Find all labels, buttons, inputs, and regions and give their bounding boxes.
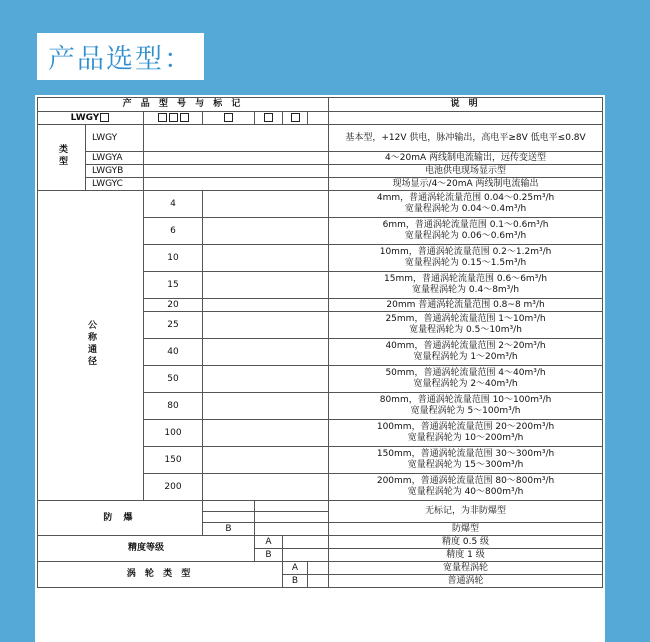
diameter-spacer (203, 447, 329, 474)
diameter-desc-line1: 10mm，普通涡轮流量范围 0.2～1.2m³/h (379, 247, 552, 257)
diameter-desc-line2: 宽量程涡轮为 1～20m³/h (413, 352, 518, 362)
diameter-spacer (203, 420, 329, 447)
diameter-desc-line1: 6mm，普通涡轮流量范围 0.1～0.6m³/h (382, 220, 549, 230)
diameter-size: 25 (144, 312, 203, 339)
diameter-desc-line2: 宽量程涡轮为 10～200m³/h (407, 433, 524, 443)
type-row (38, 178, 603, 191)
accuracy-code-cell (255, 112, 283, 125)
diameter-desc-line2: 宽量程涡轮为 0.04～0.4m³/h (404, 204, 527, 214)
diameter-desc-line1: 150mm，普通涡轮流量范围 30～300m³/h (376, 449, 555, 459)
placeholder-box-icon (264, 113, 273, 122)
diameter-desc-line2: 宽量程涡轮为 15～300m³/h (407, 460, 524, 470)
explosion-spacer (255, 523, 329, 536)
diameter-desc-line1: 100mm，普通涡轮流量范围 20～200m³/h (376, 422, 555, 432)
diameter-size: 20 (144, 299, 203, 312)
diameter-desc-cell (329, 245, 603, 272)
diameter-spacer (203, 191, 329, 218)
type-desc: 现场显示/4～20mA 两线制电流输出 (329, 178, 603, 191)
diameter-spacer (203, 299, 329, 312)
page-title: 产品选型： (48, 44, 193, 75)
diameter-desc-cell (329, 447, 603, 474)
turbine-code-cell (283, 112, 308, 125)
diameter-spacer (203, 474, 329, 501)
turbine-code: B (283, 575, 308, 588)
diameter-desc-line1: 20mm 普通涡轮流量范围 0.8~8 m³/h (386, 299, 545, 310)
type-desc: 4～20mA 两线制电流输出，远传变送型 (329, 152, 603, 165)
turbine-group-cell: 涡 轮 类 型 (38, 562, 283, 588)
model-prefix: LWGY (70, 112, 100, 123)
diameter-size: 100 (144, 420, 203, 447)
explosion-code (203, 501, 255, 512)
type-row (38, 165, 603, 178)
diameter-desc-cell (329, 191, 603, 218)
accuracy-spacer (283, 536, 329, 549)
diameter-size: 10 (144, 245, 203, 272)
diameter-desc-cell (329, 312, 603, 339)
type-spacer (144, 178, 329, 191)
diameter-size: 200 (144, 474, 203, 501)
diameter-desc-line1: 50mm，普通涡轮流量范围 4～40m³/h (385, 368, 546, 378)
placeholder-box-icon (291, 113, 300, 122)
placeholder-box-icon (224, 113, 233, 122)
header-desc-cell: 说 明 (329, 98, 603, 112)
diameter-desc-line1: 200mm，普通涡轮流量范围 80～800m³/h (376, 476, 555, 486)
diameter-desc-line1: 80mm，普通涡轮流量范围 10～100m³/h (379, 395, 552, 405)
diameter-row (38, 191, 603, 218)
placeholder-box-icon (180, 113, 189, 122)
empty-code-cell (308, 112, 329, 125)
diameter-size: 50 (144, 366, 203, 393)
diameter-desc-line2: 宽量程涡轮为 40～800m³/h (407, 487, 524, 497)
turbine-spacer (308, 562, 329, 575)
diameter-desc-line2: 宽量程涡轮为 0.15～1.5m³/h (404, 258, 527, 268)
spec-sheet (35, 95, 605, 642)
turbine-code: A (283, 562, 308, 575)
diameter-group-label: 公称通径 (86, 319, 96, 368)
explosion-code (203, 512, 255, 523)
diameter-desc-cell (329, 299, 603, 312)
explosion-spacer (255, 512, 329, 523)
turbine-spacer (308, 575, 329, 588)
diameter-desc-line2: 宽量程涡轮为 5～100m³/h (410, 406, 521, 416)
explosion-spacer (255, 501, 329, 512)
diameter-desc-cell (329, 339, 603, 366)
type-code: LWGYC (86, 178, 144, 191)
header-row (38, 98, 603, 112)
model-selection-table (37, 97, 603, 588)
diameter-spacer (203, 366, 329, 393)
diameter-desc-line2: 宽量程涡轮为 2～40m³/h (413, 379, 518, 389)
diameter-spacer (203, 312, 329, 339)
diameter-spacer (203, 218, 329, 245)
diameter-code-cell (144, 112, 203, 125)
diameter-desc-cell (329, 272, 603, 299)
code-row (38, 112, 603, 125)
diameter-desc-line2: 宽量程涡轮为 0.4～8m³/h (412, 285, 520, 295)
diameter-desc-cell (329, 474, 603, 501)
type-group-cell (38, 125, 86, 191)
type-spacer (144, 165, 329, 178)
diameter-desc-line1: 25mm，普通涡轮流量范围 1～10m³/h (385, 314, 546, 324)
diameter-size: 6 (144, 218, 203, 245)
accuracy-desc: 精度 0.5 级 (329, 536, 603, 549)
accuracy-desc: 精度 1 级 (329, 549, 603, 562)
explosion-group-cell: 防 爆 (38, 501, 203, 536)
type-spacer (144, 125, 329, 152)
turbine-row (38, 562, 603, 575)
diameter-size: 150 (144, 447, 203, 474)
diameter-desc-cell (329, 420, 603, 447)
diameter-spacer (203, 339, 329, 366)
accuracy-spacer (283, 549, 329, 562)
type-row (38, 125, 603, 152)
diameter-desc-line1: 4mm，普通涡轮流量范围 0.04～0.25m³/h (376, 193, 555, 203)
type-desc: 电池供电现场显示型 (329, 165, 603, 178)
accuracy-row (38, 536, 603, 549)
diameter-size: 80 (144, 393, 203, 420)
turbine-desc: 普通涡轮 (329, 575, 603, 588)
diameter-desc-line2: 宽量程涡轮为 0.5～10m³/h (409, 325, 522, 335)
placeholder-box-icon (100, 113, 109, 122)
diameter-desc-cell (329, 218, 603, 245)
diameter-desc-cell (329, 366, 603, 393)
explosion-row (38, 501, 603, 512)
explosion-code: B (203, 523, 255, 536)
diameter-spacer (203, 272, 329, 299)
diameter-desc-line1: 15mm，普通涡轮流量范围 0.6～6m³/h (384, 274, 548, 284)
placeholder-box-icon (169, 113, 178, 122)
diameter-size: 15 (144, 272, 203, 299)
title-box (37, 33, 204, 80)
type-desc: 基本型，+12V 供电，脉冲输出，高电平≥8V 低电平≤0.8V (329, 125, 603, 152)
diameter-desc-line2: 宽量程涡轮为 0.06～0.6m³/h (404, 231, 527, 241)
placeholder-box-icon (158, 113, 167, 122)
empty-desc-cell (329, 112, 603, 125)
accuracy-group-cell: 精度等级 (38, 536, 255, 562)
type-spacer (144, 152, 329, 165)
model-prefix-cell (38, 112, 144, 125)
explosion-desc: 防爆型 (329, 523, 603, 536)
type-code: LWGY (86, 125, 144, 152)
accuracy-code: B (255, 549, 283, 562)
diameter-group-cell (38, 191, 144, 501)
header-model-cell: 产 品 型 号 与 标 记 (38, 98, 329, 112)
diameter-spacer (203, 393, 329, 420)
explosion-desc: 无标记，为非防爆型 (329, 501, 603, 523)
type-group-label: 类型 (57, 143, 67, 168)
diameter-spacer (203, 245, 329, 272)
diameter-desc-line1: 40mm，普通涡轮流量范围 2～20m³/h (385, 341, 546, 351)
type-row (38, 152, 603, 165)
type-code: LWGYA (86, 152, 144, 165)
diameter-desc-cell (329, 393, 603, 420)
diameter-size: 40 (144, 339, 203, 366)
turbine-desc: 宽量程涡轮 (329, 562, 603, 575)
explosion-code-cell (203, 112, 255, 125)
type-code: LWGYB (86, 165, 144, 178)
accuracy-code: A (255, 536, 283, 549)
diameter-size: 4 (144, 191, 203, 218)
